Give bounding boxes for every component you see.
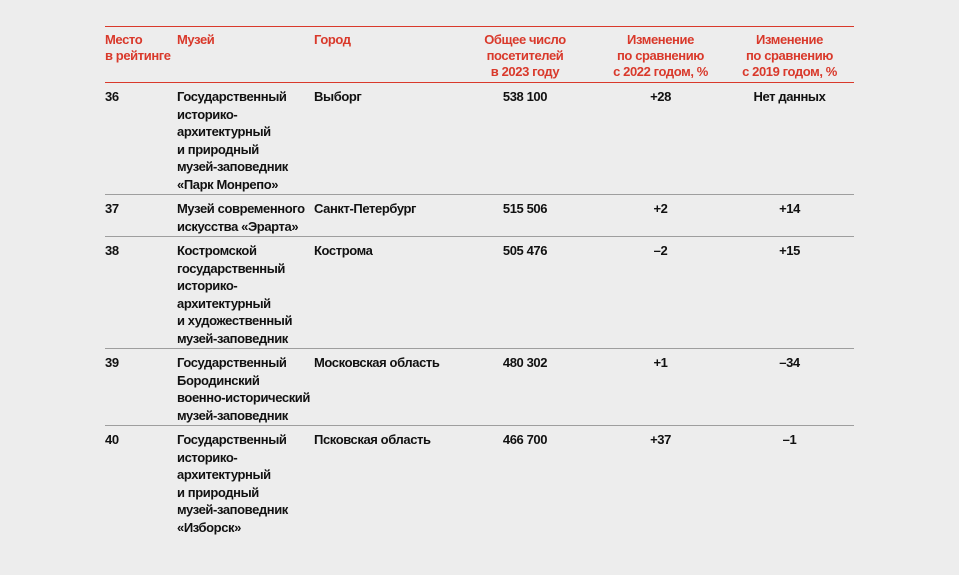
cell-change-2022: +1 — [653, 355, 668, 370]
header-change-2019: Изменение по сравнению с 2019 годом, % — [742, 32, 837, 79]
cell-city: Выборг — [314, 89, 362, 104]
table-row — [105, 195, 854, 237]
table-header — [105, 27, 854, 83]
table-body — [105, 83, 854, 538]
table-row — [105, 237, 854, 349]
cell-city: Московская область — [314, 355, 440, 370]
cell-rank: 40 — [105, 432, 119, 447]
table-row — [105, 83, 854, 195]
cell-city: Псковская область — [314, 432, 431, 447]
cell-rank: 38 — [105, 243, 119, 258]
cell-visitors: 466 700 — [502, 432, 548, 447]
header-visitors: Общее число посетителей в 2023 году — [484, 32, 566, 79]
header-change-2022: Изменение по сравнению с 2022 годом, % — [613, 32, 708, 79]
cell-visitors: 480 302 — [502, 355, 548, 370]
cell-rank: 37 — [105, 201, 119, 216]
cell-change-2022: –2 — [653, 243, 668, 258]
cell-visitors: 515 506 — [502, 201, 548, 216]
cell-change-2019: Нет данных — [753, 89, 826, 104]
table-row — [105, 349, 854, 426]
cell-city: Санкт-Петербург — [314, 201, 417, 216]
table-row — [105, 426, 854, 538]
cell-museum: Государственный историко- архитектурный и природный музей-заповедник «Изборск» — [177, 432, 288, 535]
cell-visitors: 505 476 — [502, 243, 548, 258]
header-city: Город — [314, 32, 351, 47]
cell-change-2022: +2 — [653, 201, 668, 216]
header-row — [105, 27, 854, 83]
cell-change-2019: –34 — [779, 355, 800, 370]
cell-change-2022: +28 — [650, 89, 671, 104]
cell-museum: Костромской государственный историко- архитектурный и художественный музей-заповедник — [177, 243, 293, 346]
cell-museum: Государственный историко- архитектурный и природный музей-заповедник «Парк Монрепо» — [177, 89, 288, 192]
cell-rank: 39 — [105, 355, 119, 370]
cell-museum: Государственный Бородинский военно-исторический музей-заповедник — [177, 355, 310, 423]
cell-museum: Музей современного искусства «Эрарта» — [177, 201, 305, 234]
museum-ranking-table — [105, 26, 854, 537]
cell-change-2022: +37 — [650, 432, 671, 447]
cell-rank: 36 — [105, 89, 119, 104]
cell-city: Кострома — [314, 243, 373, 258]
header-rank: Место в рейтинге — [105, 32, 171, 63]
cell-change-2019: +14 — [779, 201, 800, 216]
cell-visitors: 538 100 — [502, 89, 548, 104]
cell-change-2019: +15 — [779, 243, 800, 258]
cell-change-2019: –1 — [782, 432, 797, 447]
header-museum: Музей — [177, 32, 215, 47]
